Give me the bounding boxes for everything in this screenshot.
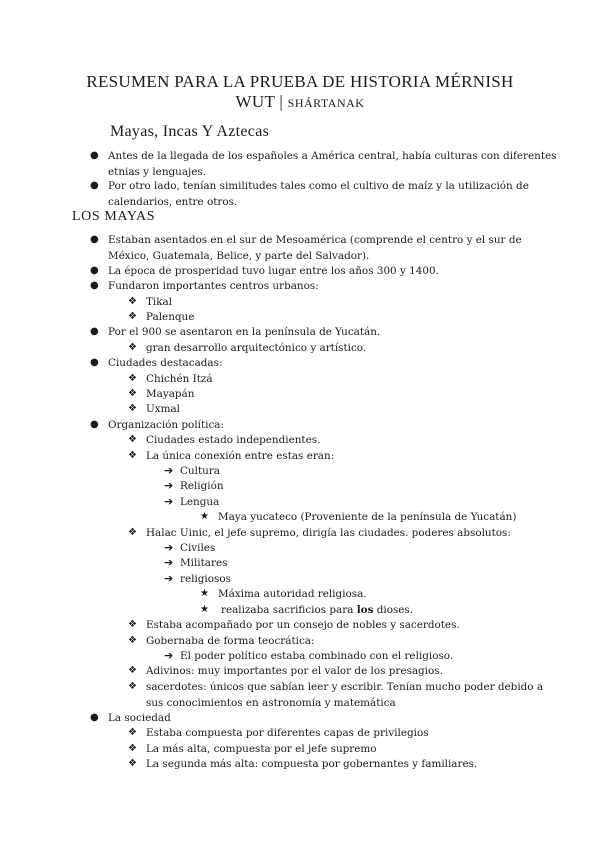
section-heading-mayas: LOS MAYAS [72, 209, 156, 224]
diamond-icon: ❖ [128, 403, 137, 414]
subtitle: Mayas, Incas Y Aztecas [110, 123, 270, 140]
sacrificios-bold: los [356, 604, 374, 616]
diamond-icon: ❖ [128, 311, 137, 322]
title-author: SHÁRTANAK [287, 96, 365, 110]
item-maxima: Máxima autoridad religiosa. [218, 588, 367, 600]
diamond-icon: ❖ [128, 665, 137, 676]
item-sociedad: La sociedad [108, 712, 171, 724]
bullet-icon: ● [90, 180, 99, 191]
title-line-1: RESUMEN PARA LA PRUEBA DE HISTORIA MÉRNISH [86, 72, 514, 91]
diamond-icon: ❖ [128, 727, 137, 738]
star-icon: ★ [200, 604, 209, 615]
item-poder: El poder político estaba combinado con el religioso. [180, 650, 454, 662]
arrow-icon: ➔ [164, 464, 174, 477]
item-sacerdotes-1: sacerdotes: únicos que sabían leer y escribir. Tenían mucho poder debido a [146, 681, 544, 693]
diamond-icon: ❖ [128, 434, 137, 445]
item-segunda: La segunda más alta: compuesta por gobernantes y familiares. [146, 758, 478, 770]
star-icon: ★ [200, 511, 209, 522]
diamond-icon: ❖ [128, 342, 137, 353]
item-religiosos: religiosos [180, 573, 231, 585]
item-tikal: Tikal [146, 296, 173, 308]
sacrificios-text: realizaba sacrificios para [221, 604, 357, 616]
item-sacerdotes-2: sus conocimientos en astronomía y matemática [146, 697, 396, 709]
item-cultura: Cultura [180, 465, 220, 477]
diamond-icon: ❖ [128, 743, 137, 754]
arrow-icon: ➔ [164, 479, 174, 492]
arrow-icon: ➔ [164, 541, 174, 554]
bullet-icon: ● [90, 234, 99, 245]
item-mas-alta: La más alta, compuesta por el jefe supremo [146, 743, 377, 755]
intro-2-line-2: calendarios, entre otros. [108, 196, 238, 208]
arrow-icon: ➔ [164, 556, 174, 569]
bullet-icon: ● [90, 150, 99, 161]
diamond-icon: ❖ [128, 681, 137, 692]
bullet-icon: ● [90, 265, 99, 276]
item-halac: Halac Uinic, el jefe supremo, dirigía las ciudades. poderes absolutos: [146, 527, 511, 539]
diamond-icon: ❖ [128, 296, 137, 307]
item-consejo: Estaba acompañado por un consejo de nobles y sacerdotes. [146, 619, 460, 631]
diamond-icon: ❖ [128, 450, 137, 461]
star-icon: ★ [200, 588, 209, 599]
diamond-icon: ❖ [128, 635, 137, 646]
item-palenque: Palenque [146, 311, 195, 323]
item-fundaron: Fundaron importantes centros urbanos: [108, 280, 319, 292]
item-desarrollo: gran desarrollo arquitectónico y artístico. [146, 342, 367, 354]
arrow-icon: ➔ [164, 649, 174, 662]
intro-1-line-2: etnias y lenguajes. [108, 166, 207, 178]
item-sacrificios [221, 602, 413, 618]
diamond-icon: ❖ [128, 619, 137, 630]
item-yucatan: Por el 900 se asentaron en la península de Yucatán. [108, 326, 381, 338]
item-prosperidad: La época de prosperidad tuvo lugar entre los años 300 y 1400. [108, 265, 439, 277]
item-adivinos: Adivinos: muy importantes por el valor de los presagios. [146, 665, 443, 677]
item-teocratica: Gobernaba de forma teocrática: [146, 635, 315, 647]
arrow-icon: ➔ [164, 495, 174, 508]
item-lengua: Lengua [180, 496, 220, 508]
item-capas: Estaba compuesta por diferentes capas de privilegios [146, 727, 429, 739]
item-mayapan: Mayapán [146, 388, 195, 400]
arrow-icon: ➔ [164, 572, 174, 585]
title-line-2 [60, 92, 540, 113]
item-civiles: Civiles [180, 542, 216, 554]
item-religion: Religión [180, 480, 224, 492]
item-maya-yucateco: Maya yucateco (Proveniente de la península de Yucatán) [218, 511, 517, 523]
intro-2-line-1: Por otro lado, tenían similitudes tales como el cultivo de maíz y la utilización de [108, 180, 529, 192]
bullet-icon: ● [90, 280, 99, 291]
item-conexion: La única conexión entre estas eran: [146, 450, 335, 462]
diamond-icon: ❖ [128, 373, 137, 384]
document-title [60, 72, 540, 113]
item-asentados-2: México, Guatemala, Belice, y parte del Salvador). [108, 250, 370, 262]
diamond-icon: ❖ [128, 758, 137, 769]
bullet-icon: ● [90, 712, 99, 723]
item-asentados-1: Estaban asentados en el sur de Mesoamérica (comprende el centro y el sur de [108, 234, 522, 246]
item-militares: Militares [180, 557, 228, 569]
item-estado: Ciudades estado independientes. [146, 434, 321, 446]
item-chichen: Chichén Itzá [146, 373, 213, 385]
bullet-icon: ● [90, 419, 99, 430]
intro-1-line-1: Antes de la llegada de los españoles a América central, había culturas con diferentes [108, 150, 557, 162]
item-organizacion: Organización política: [108, 419, 224, 431]
bullet-icon: ● [90, 326, 99, 337]
item-uxmal: Uxmal [146, 403, 180, 415]
item-ciudades: Ciudades destacadas: [108, 357, 223, 369]
sacrificios-end: dioses. [373, 604, 414, 616]
title-wut: WUT | [235, 92, 284, 111]
diamond-icon: ❖ [128, 388, 137, 399]
bullet-icon: ● [90, 357, 99, 368]
diamond-icon: ❖ [128, 527, 137, 538]
